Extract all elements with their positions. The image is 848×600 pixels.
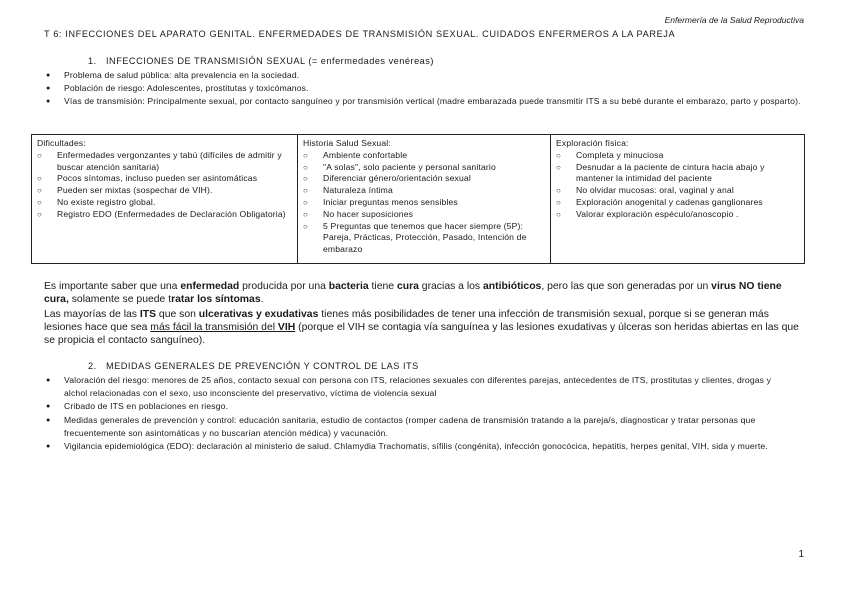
list-item: ○ Completa y minuciosa [556,150,799,162]
section-2-heading [88,361,419,371]
section-1-bullet-list [44,69,804,109]
table-cell-exploracion [551,135,805,264]
cell-title: Dificultades: [37,138,86,148]
list-item: ○ No hacer suposiciones [303,209,545,221]
section-1-title: INFECCIONES DE TRANSMISIÓN SEXUAL (= enfermedades venéreas) [106,56,434,66]
list-item: ○ No existe registro global. [37,197,292,209]
cell-list [37,150,292,221]
underlined-run: más fácil la transmisión del [150,322,278,333]
bullet-item: ● Cribado de ITS en poblaciones en riesgo. [44,400,789,413]
section-2-title: MEDIDAS GENERALES DE PREVENCIÓN Y CONTROL DE LAS ITS [106,361,419,371]
text-run: , pero las que son generadas por un [541,281,712,292]
text-run: tienes más posibilidades de tener una infección de transmisión sexual, porque si se generan más lesiones hace que sea [44,309,769,333]
list-item: ○ Exploración anogenital y cadenas ganglionares [556,197,799,209]
bold-run: virus NO tiene cura, [44,281,782,305]
list-item: ○ 5 Preguntas que tenemos que hacer siempre (5P): Pareja, Prácticas, Protección, Pasado, Intención de embarazo [303,221,545,256]
section-1-number: 1. [88,56,97,66]
list-item: ○ Ambiente confortable [303,150,545,162]
list-item: ○ Registro EDO (Enfermedades de Declaración Obligatoria) [37,209,292,221]
bullet-item: ● Valoración del riesgo: menores de 25 años, contacto sexual con persona con ITS, relaciones sexuales con diferentes parejas, antecedentes de ITS, prostitutas y clientes, drogas y alchol relacionadas con el sexo, uso inconsciente del preservativo, víctima de violencia sexual [44,374,789,400]
table-cell-dificultades [32,135,298,264]
list-item: ○ Desnudar a la paciente de cintura hacia abajo y mantener la intimidad del paciente [556,162,799,186]
bold-run: enfermedad [180,281,240,292]
bold-run: ITS [139,309,157,320]
text-run: gracias a los [418,281,484,292]
its-summary-table [31,134,805,264]
bold-run: ulcerativas y exudativas [198,309,319,320]
text-run: . [260,294,264,305]
cell-list [556,150,799,221]
bullet-item: ● Medidas generales de prevención y control: educación sanitaria, estudio de contactos (romper cadena de transmisión tratando a la pareja/s, diagnosticar y tratar personas que frecuentemente son asintomáticas y no buscarían atención médica) y vacunación. [44,414,789,440]
text-run: solamente se puede t [68,294,172,305]
underlined-bold-run: VIH [277,322,296,333]
list-item: ○ Naturaleza íntima [303,185,545,197]
table-cell-historia [298,135,551,264]
list-item: ○ Iniciar preguntas menos sensibles [303,197,545,209]
page-number: 1 [798,549,804,560]
bold-run: antibióticos [483,281,542,292]
list-item: ○ Valorar exploración espéculo/anoscopio . [556,209,799,221]
section-2-bullet-list [44,374,789,453]
list-item: ○ Pueden ser mixtas (sospechar de VIH). [37,185,292,197]
bullet-item: ● Problema de salud pública: alta prevalencia en la sociedad. [44,69,804,82]
text-run: Las mayorías de las [44,309,140,320]
table-row [32,135,805,264]
section-2-number: 2. [88,361,97,371]
list-item: ○ "A solas", solo paciente y personal sanitario [303,162,545,174]
list-item: ○ Diferenciar género/orientación sexual [303,173,545,185]
bullet-item: ● Vías de transmisión: Principalmente sexual, por contacto sanguíneo y por transmisión vertical (madre embarazada puede transmitir ITS a su bebé durante el embarazo, parto y posparto). [44,95,804,108]
text-run: que son [156,309,199,320]
bold-run: cura [396,281,419,292]
list-item: ○ No olvidar mucosas: oral, vaginal y anal [556,185,799,197]
text-run: (porque el VIH se contagia vía sanguínea y las lesiones exudativas y úlceras son heridas abiertas en las que se propicia el contacto sanguíneo). [44,322,799,346]
document-title: T 6: INFECCIONES DEL APARATO GENITAL. ENFERMEDADES DE TRANSMISIÓN SEXUAL. CUIDADOS ENFERMEROS A LA PAREJA [44,29,676,39]
text-run: producida por una [239,281,329,292]
bullet-item: ● Vigilancia epidemiológica (EDO): declaración al ministerio de salud. Chlamydia Trachomatis, sífilis (congénita), infección gonocócica, hepatitis, herpes genital, VIH, sida y muerte. [44,440,789,453]
bullet-item: ● Población de riesgo: Adolescentes, prostitutas y toxicómanos. [44,82,804,95]
bold-run: bacteria [328,281,369,292]
section-1-heading [88,56,434,66]
cell-list [303,150,545,256]
text-run: Es importante saber que una [44,281,181,292]
paragraph-cura [44,280,804,306]
paragraph-its-ulcerativas [44,308,804,347]
bold-run: ratar los síntomas [171,294,261,305]
running-header: Enfermería de la Salud Reproductiva [664,15,804,25]
list-item: ○ Enfermedades vergonzantes y tabú (difíciles de admitir y buscar atención sanitaria) [37,150,292,174]
text-run: tiene [368,281,397,292]
cell-title: Exploración física: [556,138,629,148]
cell-title: Historia Salud Sexual: [303,138,391,148]
list-item: ○ Pocos síntomas, incluso pueden ser asintomáticas [37,173,292,185]
